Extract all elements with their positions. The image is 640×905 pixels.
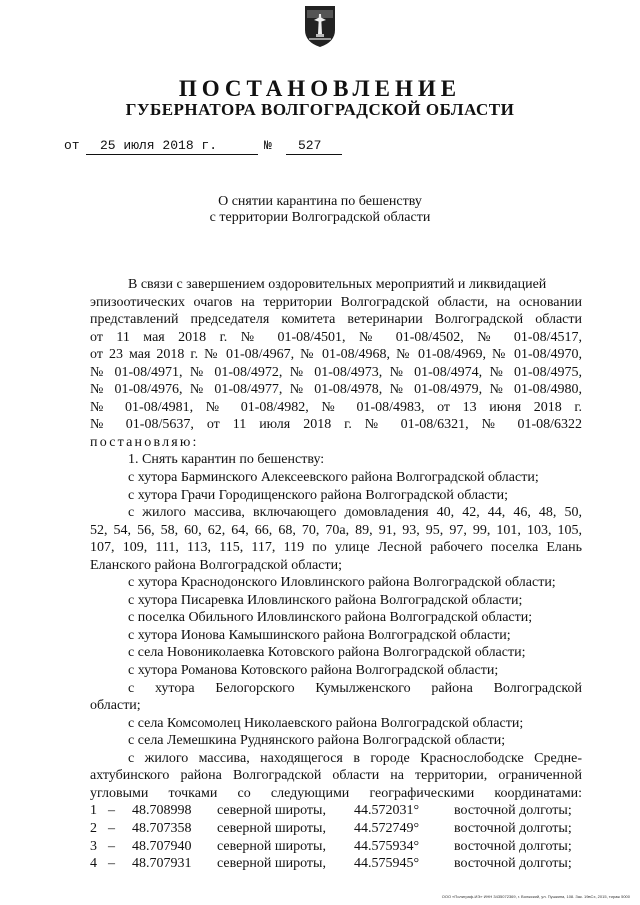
- list-item: с поселка Обильного Иловлинского района Волгоградской области;: [128, 610, 533, 626]
- document-subject: [0, 194, 640, 226]
- list-item: с хутора Краснодонского Иловлинского района Волгоградской области;: [128, 575, 556, 591]
- list-item: с села Новониколаевка Котовского района Волгоградской области;: [128, 645, 526, 661]
- paragraph-line: № 01-08/4971, № 01-08/4972, № 01-08/4973, № 01-08/4974, № 01-08/4975,: [90, 364, 582, 380]
- paragraph-line: от 11 мая 2018 г. № 01-08/4501, № 01-08/4502, № 01-08/4517,: [90, 329, 582, 345]
- list-item: Еланского района Волгоградской области;: [90, 557, 342, 573]
- document-body: [90, 276, 582, 873]
- list-item: с жилого массива, включающего домовладения 40, 42, 44, 46, 48, 50,: [128, 505, 582, 521]
- list-item: с села Комсомолец Николаевского района Волгоградской области;: [128, 715, 524, 731]
- paragraph-line: № 01-08/4976, № 01-08/4977, № 01-08/4978, № 01-08/4979, № 01-08/4980,: [90, 382, 582, 398]
- paragraph-line: 1. Снять карантин по бешенству:: [128, 452, 325, 468]
- document-type-title: ПОСТАНОВЛЕНИЕ: [178, 76, 462, 101]
- printer-imprint: ООО «Полиграф-ИЭ» ИНН 3435072369, г. Волжский, ул. Пушкина, 108. Зак. 19вСх, 2015, тираж 5000: [441, 894, 630, 899]
- document-date: 25 июля 2018 г.: [86, 138, 258, 155]
- subject-line: О снятии карантина по бешенству: [218, 194, 422, 209]
- list-item: с жилого массива, находящегося в городе Краснослободске Средне-: [128, 750, 582, 766]
- paragraph-line: эпизоотических очагов на территории Волгоградской области, на основании: [90, 294, 582, 310]
- list-item: с хутора Писаревка Иловлинского района Волгоградской области;: [128, 592, 523, 608]
- subject-line: с территории Волгоградской области: [209, 210, 431, 225]
- coordinate-row: 2 – 48.707358 северной широты, 44.572749° восточной долготы;: [90, 820, 572, 836]
- resolution-word: постановляю:: [90, 434, 199, 450]
- issuer-title: ГУБЕРНАТОРА ВОЛГОГРАДСКОЙ ОБЛАСТИ: [125, 100, 515, 119]
- list-item: области;: [90, 698, 141, 714]
- list-item: с села Лемешкина Руднянского района Волгоградской области;: [128, 733, 506, 749]
- paragraph-line: № 01-08/4981, № 01-08/4982, № 01-08/4983, от 13 июня 2018 г.: [90, 399, 582, 415]
- number-label: №: [264, 138, 272, 153]
- document-number: 527: [286, 138, 342, 155]
- list-item: 52, 54, 56, 58, 60, 62, 64, 66, 68, 70, 70а, 89, 91, 93, 95, 97, 99, 101, 103, 105,: [90, 522, 582, 538]
- list-item: 107, 109, 111, 113, 115, 117, 119 по улице Лесной рабочего поселка Елань: [90, 540, 582, 556]
- list-item: с хутора Белогорского Кумылженского района Волгоградской: [128, 680, 582, 696]
- list-item: с хутора Ионова Камышинского района Волгоградской области;: [128, 627, 511, 643]
- list-item: с хутора Романова Котовского района Волгоградской области;: [128, 663, 499, 679]
- paragraph-line: представлений председателя комитета ветеринарии Волгоградской области: [90, 312, 582, 328]
- list-item: с хутора Грачи Городищенского района Волгоградской области;: [128, 487, 508, 503]
- list-item: угловыми точками со следующими географическими координатами:: [90, 785, 582, 801]
- paragraph-line: от 23 мая 2018 г. № 01-08/4967, № 01-08/4968, № 01-08/4969, № 01-08/4970,: [90, 347, 582, 363]
- list-item: с хутора Барминского Алексеевского района Волгоградской области;: [128, 470, 539, 486]
- coordinate-row: 1 – 48.708998 северной широты, 44.572031° восточной долготы;: [90, 803, 572, 819]
- coordinate-row: 3 – 48.707940 северной широты, 44.575934° восточной долготы;: [90, 838, 572, 854]
- coordinates-list: [90, 802, 582, 872]
- paragraph-line: № 01-08/5637, от 11 июля 2018 г. № 01-08/6321, № 01-08/6322: [90, 417, 582, 433]
- list-item: ахтубинского района Волгоградской области на территории, ограниченной: [90, 768, 582, 784]
- from-label: от: [64, 138, 80, 153]
- paragraph-line: В связи с завершением оздоровительных мероприятий и ликвидацией: [128, 277, 547, 292]
- coordinate-row: 4 – 48.707931 северной широты, 44.575945° восточной долготы;: [90, 856, 572, 872]
- coat-of-arms-icon: [303, 4, 337, 48]
